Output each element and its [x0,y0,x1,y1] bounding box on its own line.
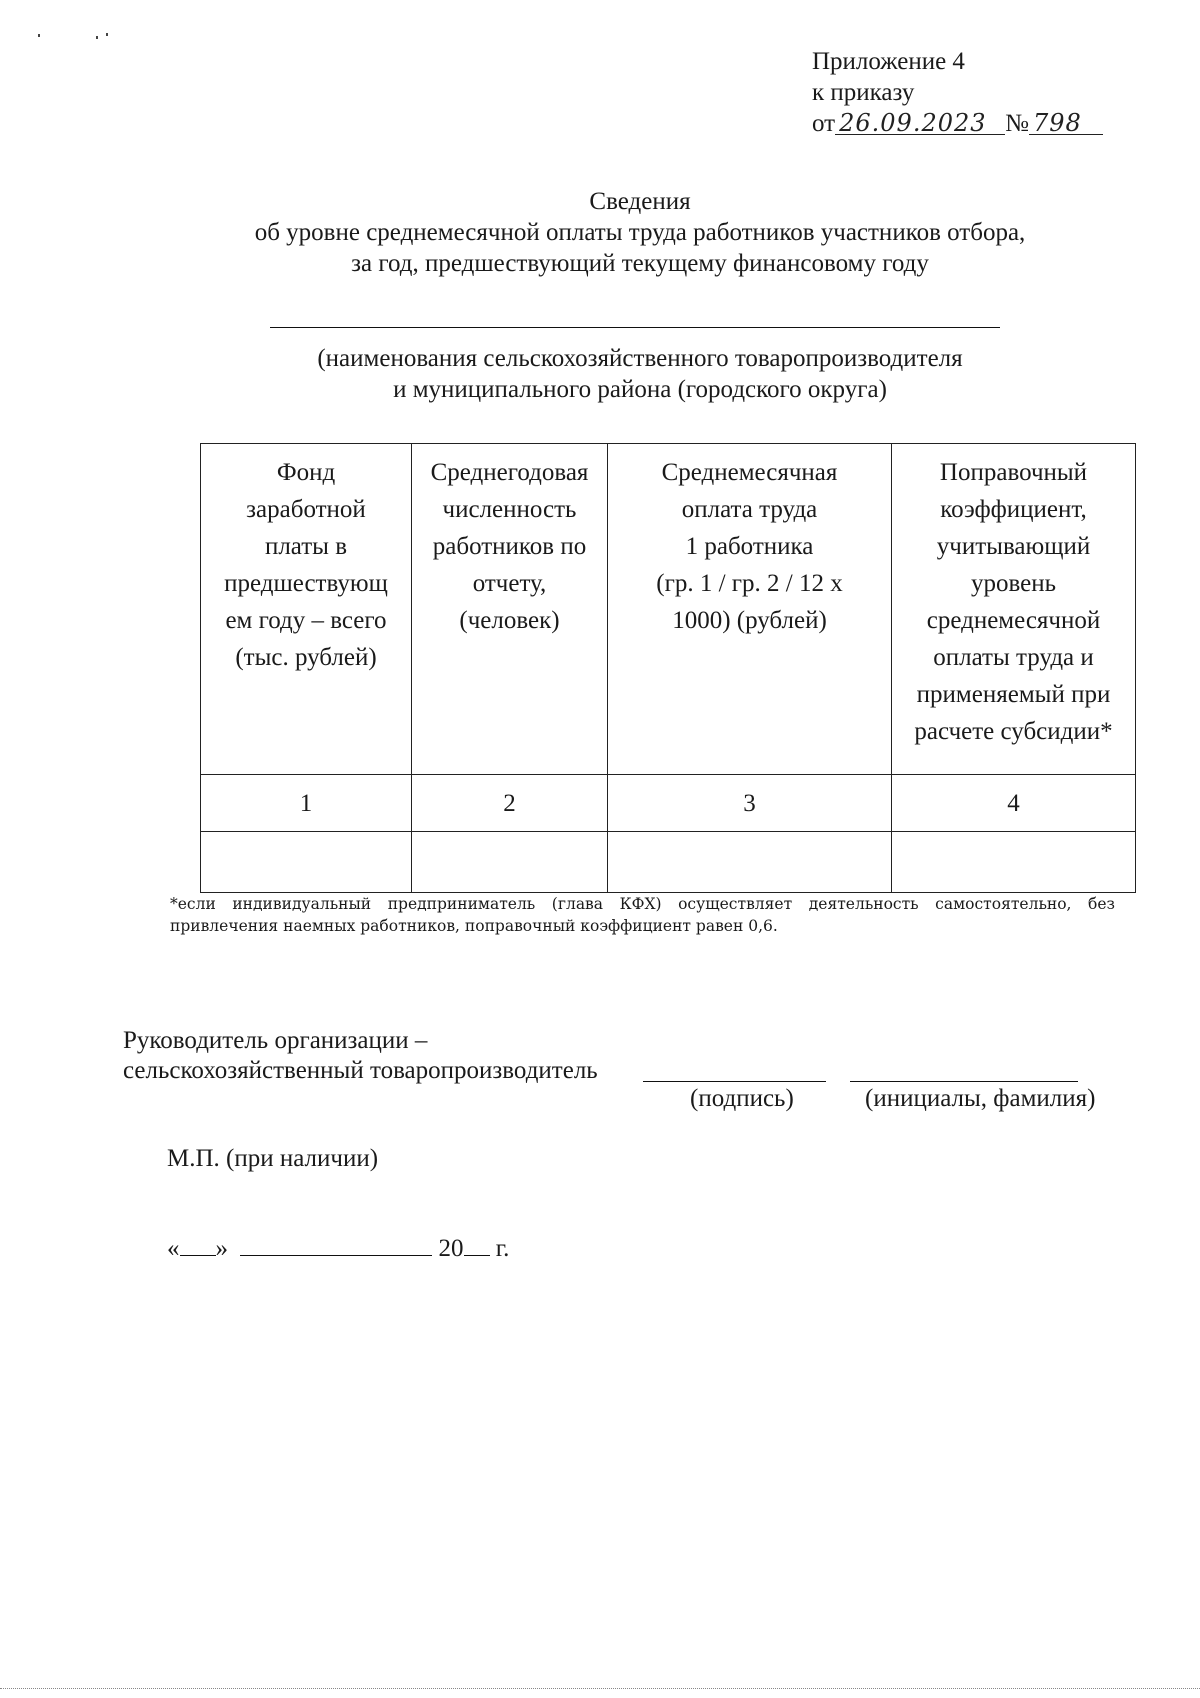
header-avg-monthly-pay: Среднемесячная оплата труда 1 работника (гр. 1 / гр. 2 / 12 х 1000) (рублей) [608,444,892,775]
header-correction-coefficient: Поправочный коэффициент, учитывающий уровень среднемесячной оплаты труда и применяемый при расчете субсидии* [892,444,1136,775]
signature-blank[interactable] [643,1081,826,1082]
data-cell[interactable] [608,832,892,893]
day-blank[interactable] [180,1233,216,1256]
org-name-caption [190,343,1090,405]
close-quote: » [215,1235,228,1262]
data-row [201,832,1136,893]
signature-caption: (подпись) [690,1085,794,1112]
number-label: № [1005,110,1029,137]
column-number: 3 [608,775,892,832]
year-suffix: г. [489,1235,510,1262]
order-number-handwritten: 798 [1029,112,1103,135]
org-caption-line2: и муниципального района (городского округа) [393,376,887,403]
signature-title-line2: сельскохозяйственный товаропроизводитель [123,1057,598,1084]
data-cell[interactable] [892,832,1136,893]
table-header-row [201,444,1136,775]
column-number: 1 [201,775,412,832]
header-avg-headcount: Среднегодовая численность работников по отчету, (человек) [412,444,608,775]
title-line1: Сведения [589,188,691,215]
appendix-header [812,46,1112,139]
header-payroll-fund: Фонд заработной платы в предшествующ ем году – всего (тыс. рублей) [201,444,412,775]
wage-table [200,443,1136,893]
signature-title-line1: Руководитель организации – [123,1027,428,1054]
appendix-line1: Приложение 4 [812,48,965,75]
data-cell[interactable] [201,832,412,893]
scan-speck [38,34,40,37]
stamp-placeholder: М.П. (при наличии) [167,1145,379,1172]
open-quote: « [167,1235,180,1262]
scan-edge [0,1688,1200,1689]
name-caption: (инициалы, фамилия) [865,1085,1096,1112]
table-footnote: *если индивидуальный предприниматель (глава КФХ) осуществляет деятельность самостоятельно, без привлечения наемных работников, поправочный коэффициент равен 0,6. [170,895,1115,935]
year-blank[interactable] [464,1233,490,1256]
data-cell[interactable] [412,832,608,893]
order-date-handwritten: 26.09.2023 [835,112,1005,135]
scan-speck [106,33,108,36]
document-title [150,186,1130,279]
scan-speck [96,36,98,39]
title-line2: об уровне среднемесячной оплаты труда работников участников отбора, [254,219,1026,246]
name-blank[interactable] [850,1081,1078,1082]
date-line [167,1233,509,1264]
appendix-order-ref [812,108,1112,139]
column-number: 2 [412,775,608,832]
month-blank[interactable] [240,1233,432,1256]
column-number: 4 [892,775,1136,832]
appendix-line2: к приказу [812,79,915,106]
org-name-blank [270,327,1000,328]
org-caption-line1: (наименования сельскохозяйственного товаропроизводителя [317,345,963,372]
year-prefix: 20 [438,1235,464,1262]
from-label: от [812,110,836,137]
column-number-row [201,775,1136,832]
title-line3: за год, предшествующий текущему финансовому году [351,250,929,277]
